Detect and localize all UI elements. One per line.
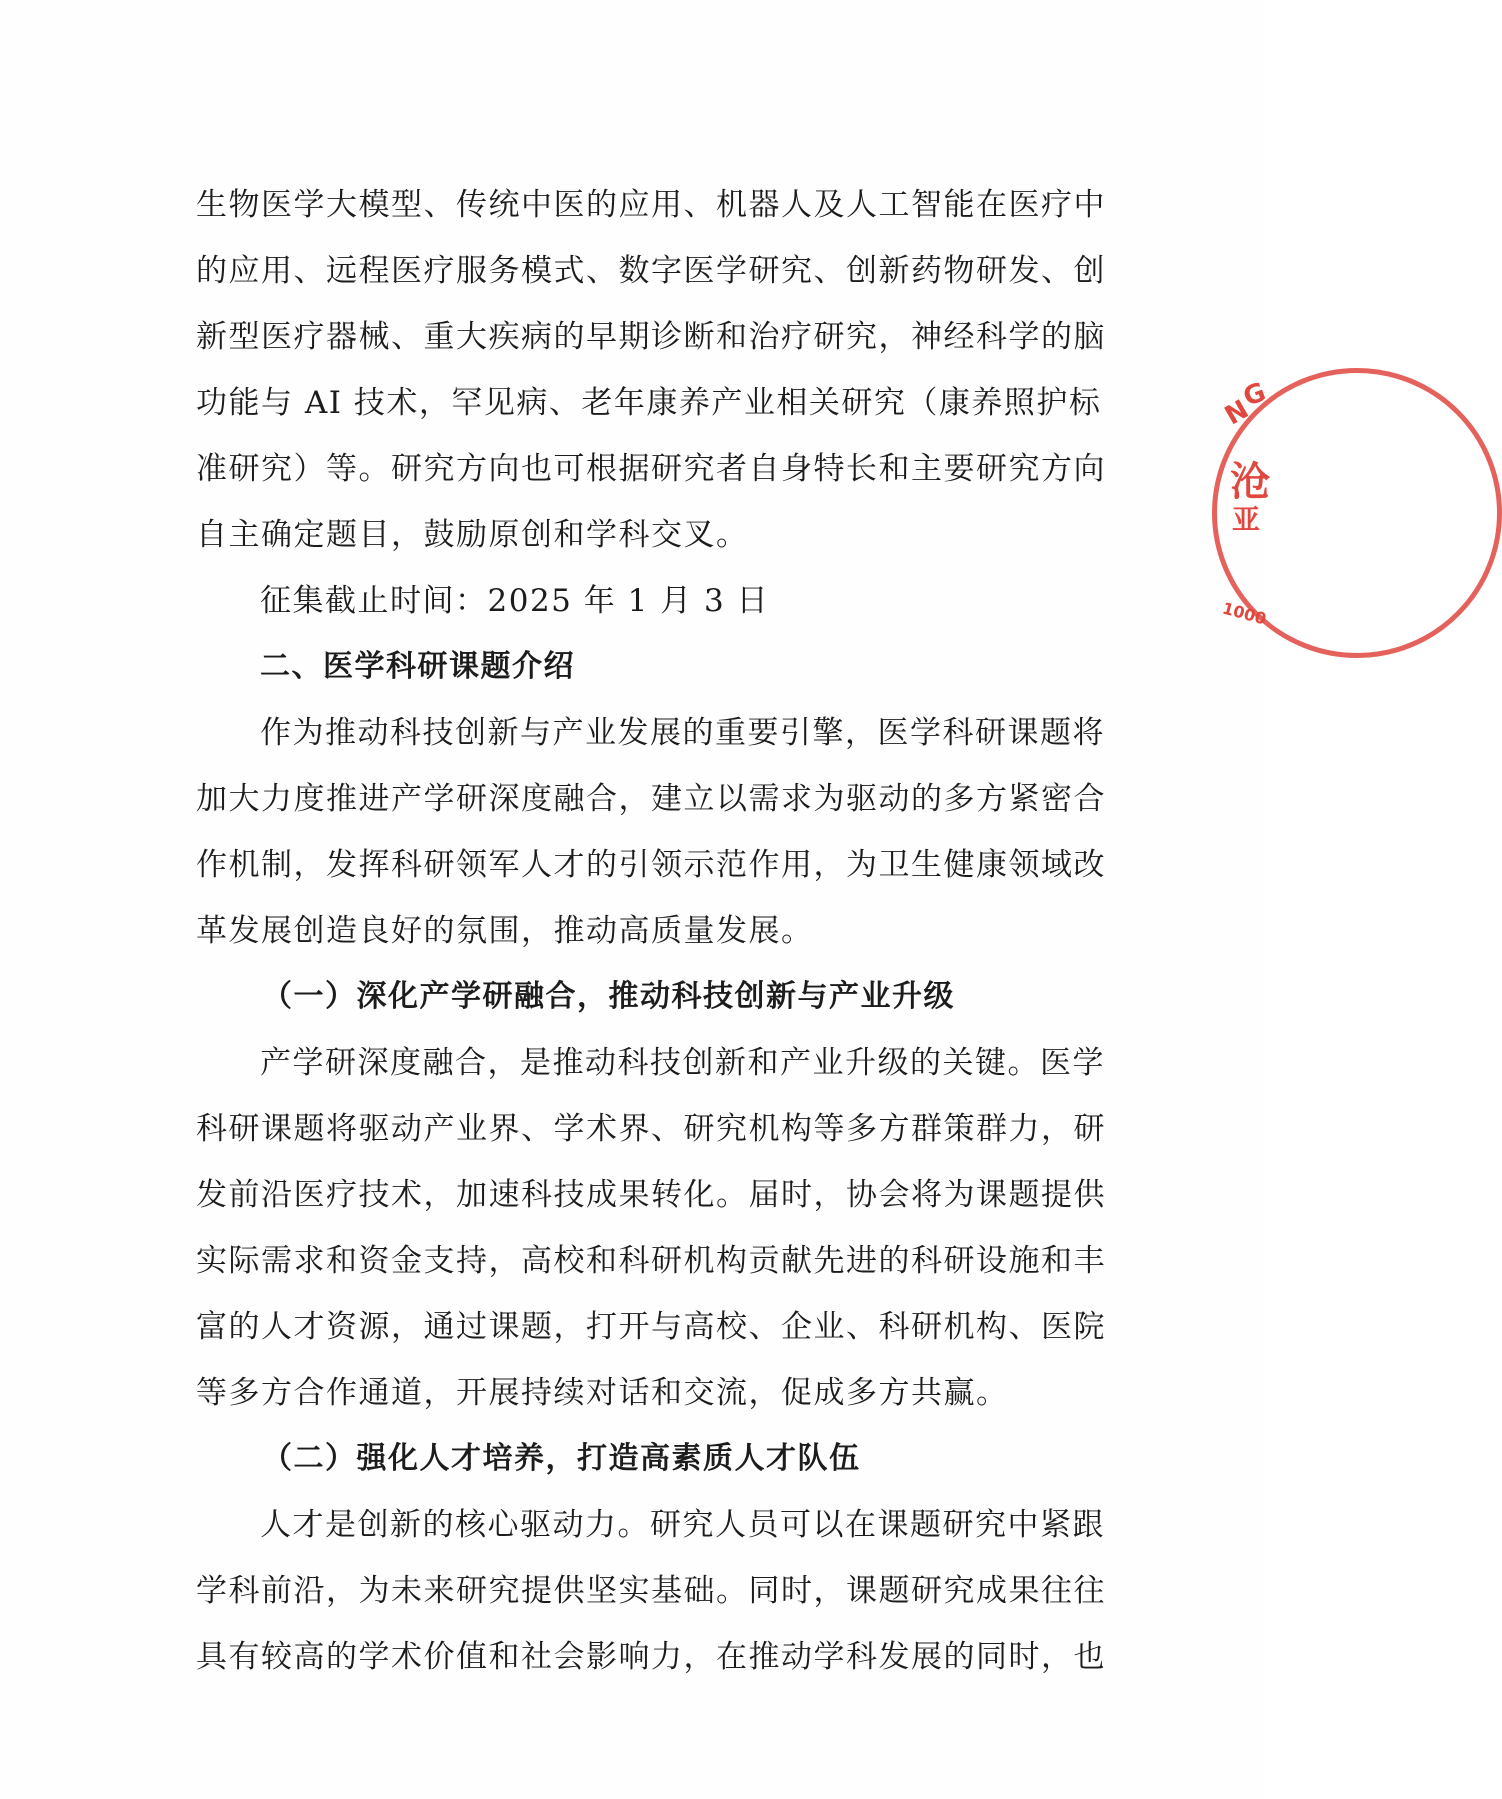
paragraph-line: 发前沿医疗技术，加速科技成果转化。届时，协会将为课题提供 <box>196 1177 1106 1213</box>
paragraph-line: 自主确定题目，鼓励原创和学科交叉。 <box>196 517 749 553</box>
paragraph-line: 生物医学大模型、传统中医的应用、机器人及人工智能在医疗中 <box>196 187 1106 223</box>
seal-glyph: G <box>1239 377 1270 413</box>
seal-glyph: 亚 <box>1232 503 1261 536</box>
paragraph-line: 科研课题将驱动产业界、学术界、研究机构等多方群策群力，研 <box>196 1111 1106 1147</box>
paragraph-line: 加大力度推进产学研深度融合，建立以需求为驱动的多方紧密合 <box>196 781 1106 817</box>
paragraph-line: 等多方合作通道，开展持续对话和交流，促成多方共赢。 <box>196 1375 1009 1411</box>
seal-glyph: 沧 <box>1230 459 1270 505</box>
paragraph-line: 作机制，发挥科研领军人才的引领示范作用，为卫生健康领域改 <box>196 847 1106 883</box>
paragraph-line: 作为推动科技创新与产业发展的重要引擎，医学科研课题将 <box>260 715 1105 751</box>
seal-glyph: N <box>1219 394 1254 432</box>
paragraph-line: 准研究）等。研究方向也可根据研究者自身特长和主要研究方向 <box>196 451 1106 487</box>
section-heading: 二、医学科研课题介绍 <box>260 649 575 684</box>
paragraph-line: 学科前沿，为未来研究提供坚实基础。同时，课题研究成果往往 <box>196 1573 1106 1609</box>
subsection-heading: （二）强化人才培养，打造高素质人才队伍 <box>262 1441 861 1476</box>
paragraph-line: 人才是创新的核心驱动力。研究人员可以在课题研究中紧跟 <box>260 1507 1105 1543</box>
paragraph-line: 功能与 AI 技术，罕见病、老年康养产业相关研究（康养照护标 <box>196 385 1102 421</box>
paragraph-line: 革发展创造良好的氛围，推动高质量发展。 <box>196 913 814 949</box>
subsection-heading: （一）深化产学研融合，推动科技创新与产业升级 <box>262 979 955 1014</box>
deadline-text: 征集截止时间：2025 年 1 月 3 日 <box>260 583 770 619</box>
paragraph-line: 新型医疗器械、重大疾病的早期诊断和治疗研究，神经科学的脑 <box>196 319 1106 355</box>
paragraph-line: 的应用、远程医疗服务模式、数字医学研究、创新药物研发、创 <box>196 253 1106 289</box>
seal-glyph: 1000 <box>1220 598 1269 629</box>
paragraph-line: 富的人才资源，通过课题，打开与高校、企业、科研机构、医院 <box>196 1309 1106 1345</box>
paragraph-line: 产学研深度融合，是推动科技创新和产业升级的关键。医学 <box>260 1045 1105 1081</box>
document-body <box>196 172 1106 1690</box>
paragraph-line: 具有较高的学术价值和社会影响力，在推动学科发展的同时，也 <box>196 1639 1106 1675</box>
paragraph-line: 实际需求和资金支持，高校和科研机构贡献先进的科研设施和丰 <box>196 1243 1106 1279</box>
